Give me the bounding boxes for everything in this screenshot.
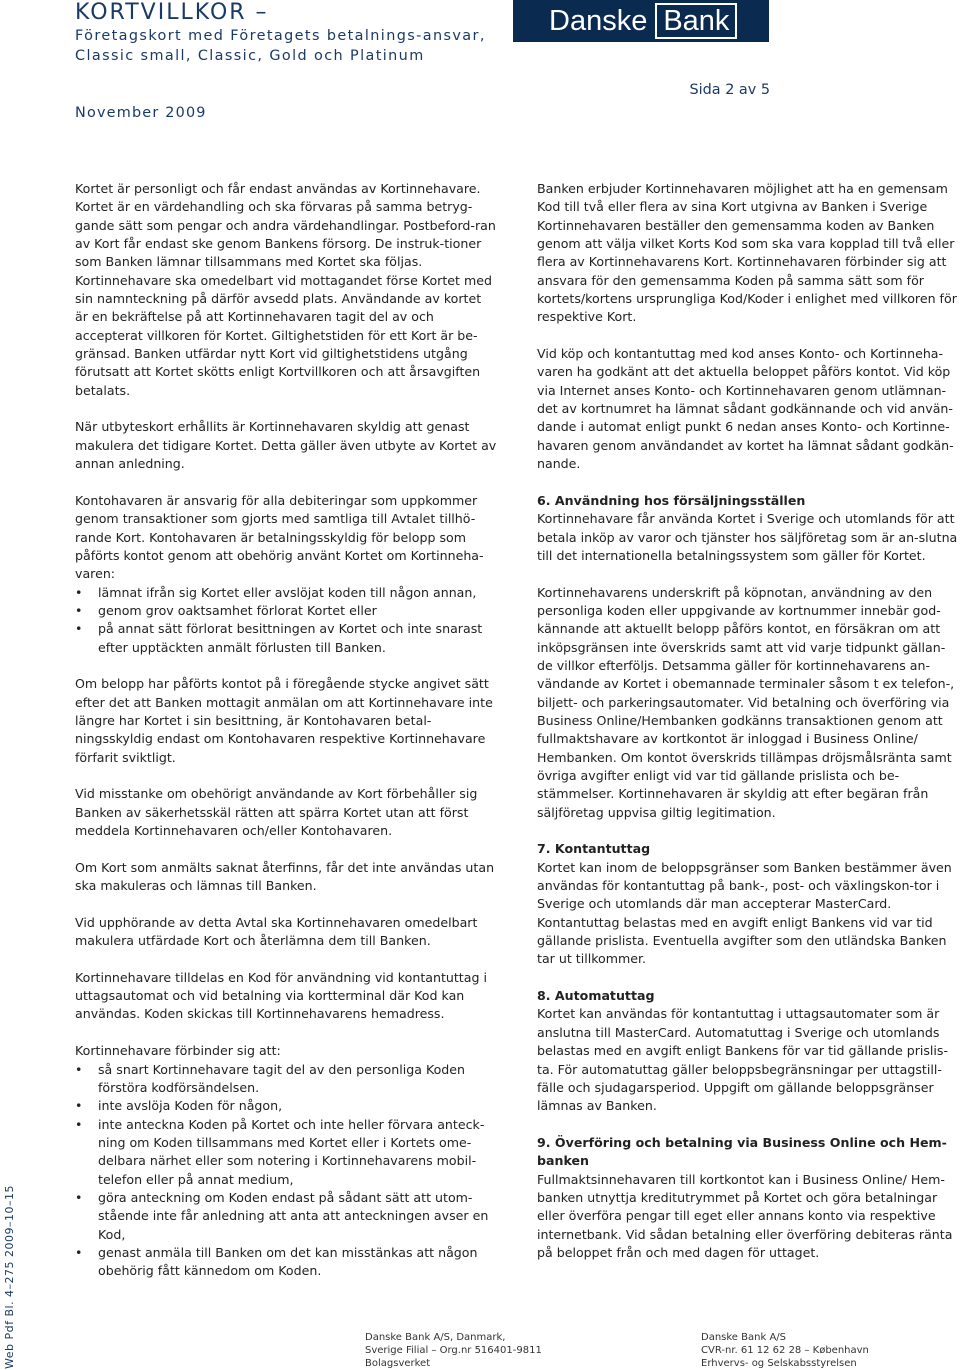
section-heading: 9. Överföring och betalning via Business Online och Hem-banken	[537, 1134, 947, 1169]
list-item: • på annat sätt förlorat besittningen av Kortet och inte snarast efter upptäckten anmält förlusten till Banken.	[75, 620, 498, 657]
paragraph: Kortet kan inom de beloppsgränser som Banken bestämmer även användas för kontantuttag på bank-, post- och växlingskon-tor i Sverige och utomlands där man accepterar MasterCard. Kontantuttag belastas med en avgift enligt Bankens vid var tid gällande prislista. Eventuella avgifter som den utländska Banken tar ut tillkommer.	[537, 859, 952, 967]
footer-sweden	[365, 1331, 542, 1370]
document-reference-sidebar: Web Pdf Bl. 4–275 2009–10–15	[3, 1184, 16, 1369]
list-item: • genom grov oaktsamhet förlorat Kortet eller	[75, 602, 498, 620]
footer-line: Danske Bank A/S	[701, 1332, 786, 1343]
paragraph: Kortinnehavare tilldelas en Kod för användning vid kontantuttag i uttagsautomat och vid betalning via kortterminal där Kod kan användas. Koden skickas till Kortinnehavarens hemadress.	[75, 969, 487, 1022]
paragraph: Kortinnehavare får använda Kortet i Sverige och utomlands för att betala inköp av varor och tjänster hos säljföretag som är an-slutna till det internationella betalningssystem som gäller för Kortet.	[537, 511, 958, 563]
section-heading: 7. Kontantuttag	[537, 841, 651, 857]
logo-word-bank: Bank	[655, 3, 737, 39]
list-item: • göra anteckning om Koden endast på sådant sätt att utom-stående inte får anledning att anta att anteckningen avser en Kod,	[75, 1189, 498, 1244]
bullet-list	[75, 584, 498, 657]
paragraph: Vid upphörande av detta Avtal ska Kortinnehavaren omedelbart makulera utfärdade Kort och återlämna dem till Banken.	[75, 914, 478, 949]
paragraph: Kontohavaren är ansvarig för alla debiteringar som uppkommer genom transaktioner som gjorts med samtliga till Avtalet tillhö-rande Kort. Kontohavaren är betalningsskyldig för belopp som påförts kontot genom att obehörig använt Kortet om Kortinneha-varen:	[75, 492, 484, 582]
section-heading: 8. Automatuttag	[537, 988, 655, 1004]
paragraph: När utbyteskort erhållits är Kortinnehavaren skyldig att genast makulera det tidigare Kortet. Detta gäller även utbyte av Kortet av annan anledning.	[75, 419, 497, 472]
footer-line: Sverige Filial – Org.nr 516401-9811	[365, 1345, 542, 1356]
page-number: Sida 2 av 5	[689, 82, 770, 98]
footer-line: CVR-nr. 61 12 62 28 – København	[701, 1345, 869, 1356]
section-heading: 6. Användning hos försäljningsställen	[537, 492, 806, 508]
list-item: • inte anteckna Koden på Kortet och inte heller förvara anteck-ning om Koden tillsammans med Kortet eller i Kortets ome-delbara närhet eller som notering i Kortinnehavarens mobil-telefon eller på annat medium,	[75, 1116, 498, 1189]
list-item: • genast anmäla till Banken om det kan misstänkas att någon obehörig fått kännedom om Koden.	[75, 1244, 498, 1281]
footer-line: Bolagsverket	[365, 1358, 431, 1369]
document-date: November 2009	[75, 105, 207, 121]
footer-line: Danske Bank A/S, Danmark,	[365, 1332, 506, 1343]
paragraph: Kortet är personligt och får endast användas av Kortinnehavare. Kortet är en värdehandling och ska förvaras på samma betryg-gande sätt som pengar och andra värdehandlingar. Postbeford-ran av Kort får endast ske genom Bankens försorg. De instruk-tioner som Banken lämnar tillsammans med Kortet ska följas. Kortinnehavare ska omedelbart vid mottagandet förse Kortet med sin namnteckning på därför avsedd plats. Användande av kortet är en bekräftelse på att Kortinnehavaren tagit del av och accepterat villkoren för Kortet. Giltighetstiden för ett Kort är be-gränsad. Banken utfärdar nytt Kort vid giltighetstidens utgång förutsatt att Kortet skötts enligt Kortvillkoren och att årsavgiften betalats.	[75, 181, 496, 398]
document-title: KORTVILLKOR –	[75, 0, 269, 25]
list-item: • lämnat ifrån sig Kortet eller avslöjat koden till någon annan,	[75, 584, 498, 602]
document-subtitle: Företagskort med Företagets betalnings-ansvar, Classic small, Classic, Gold och Platinum	[75, 28, 486, 64]
left-column	[75, 180, 498, 1299]
footer-line: Erhvervs- og Selskabsstyrelsen	[701, 1358, 857, 1369]
paragraph: Banken erbjuder Kortinnehavaren möjlighet att ha en gemensam Kod till två eller flera av sina Kort utgivna av Banken i Sverige Kortinnehavaren beställer den gemensamma koden av Banken genom att välja vilket Korts Kod som ska vara kopplad till två eller flera av Kortinnehavarens Kort. Kortinnehavaren förbinder sig att ansvara för den gemensamma Koden på samma sätt som för kortets/kortens ursprungliga Kod/Koder i enlighet med villkoren för respektive Kort.	[537, 181, 957, 325]
bullet-list	[75, 1061, 498, 1281]
paragraph: Vid köp och kontantuttag med kod anses Konto- och Kortinneha-varen ha godkänt att det aktuella beloppet påförs kontot. Vid köp via Internet anses Konto- och Kortinnehavaren genom utlämnan-det av kortnumret ha lämnat sådant godkännande och vid använ-dande i automat enligt punkt 6 nedan anses Konto- och Kortinne-havaren genom användandet av kortet ha lämnat sådant godkän-nande.	[537, 346, 954, 472]
paragraph: Kortinnehavarens underskrift på köpnotan, användning av den personliga koden eller uppgivande av kortnummer innebär god-kännande att aktuellt belopp påförs kontot, en försäkran om att inköpsgränsen inte överskrids samt att vid varje tidpunkt gällan-de villkor efterföljs. Detsamma gäller för kortinnehavarens an-vändande av Kortet i obemannade terminaler såsom t ex telefon-, biljett- och parkeringsautomater. Vid betalning och överföring via Business Online/Hembanken godkänns transaktionen genom att fullmaktshavare av kortkontot är inloggad i Business Online/ Hembanken. Om kontot överskrids tillämpas dröjsmålsränta samt övriga avgifter enligt vid var tid gällande prislista och be-stämmelser. Kortinnehavaren är skyldig att efter begäran från säljföretag uppvisa giltig legitimation.	[537, 584, 955, 820]
right-column	[537, 180, 960, 1281]
list-item: • inte avslöja Koden för någon,	[75, 1097, 498, 1115]
paragraph: Kortinnehavare förbinder sig att:	[75, 1043, 281, 1059]
footer-denmark	[701, 1331, 869, 1370]
paragraph: Kortet kan användas för kontantuttag i uttagsautomater som är anslutna till MasterCard. Automatuttag i Sverige och utomlands belastas med en avgift enligt Bankens för var tid gällande prislis-ta. För automatuttag gäller beloppsbegränsningar per uttagstill-fälle och sjudagarsperiod. Uppgift om gällande beloppsgränser lämnas av Banken.	[537, 1006, 949, 1114]
danske-bank-logo	[513, 0, 769, 42]
list-item: • så snart Kortinnehavare tagit del av den personliga Koden förstöra kodförsändelsen.	[75, 1061, 498, 1098]
paragraph: Vid misstanke om obehörigt användande av Kort förbehåller sig Banken av säkerhetsskäl rätten att spärra Kortet utan att först meddela Kortinnehavaren och/eller Kontohavaren.	[75, 786, 478, 839]
paragraph: Fullmaktsinnehavaren till kortkontot kan i Business Online/ Hem-banken utnyttja kreditutrymmet på Kortet och göra betalningar eller överföra pengar till eget eller annans konto via respektive internetbank. Vid sådan betalning eller överföring debiteras ränta på beloppet från och med dagen för uttaget.	[537, 1171, 953, 1260]
paragraph: Om Kort som anmälts saknat återfinns, får det inte användas utan ska makuleras och lämnas till Banken.	[75, 859, 495, 894]
paragraph: Om belopp har påförts kontot på i föregående stycke angivet sätt efter det att Banken mottagit anmälan om att Kortinnehavare inte längre har Kortet i sin besittning, är Kontohavaren betal-ningsskyldig endast om Kontohavaren respektive Kortinnehavare förfarit sviktligt.	[75, 676, 493, 765]
logo-word-danske: Danske	[549, 4, 648, 37]
